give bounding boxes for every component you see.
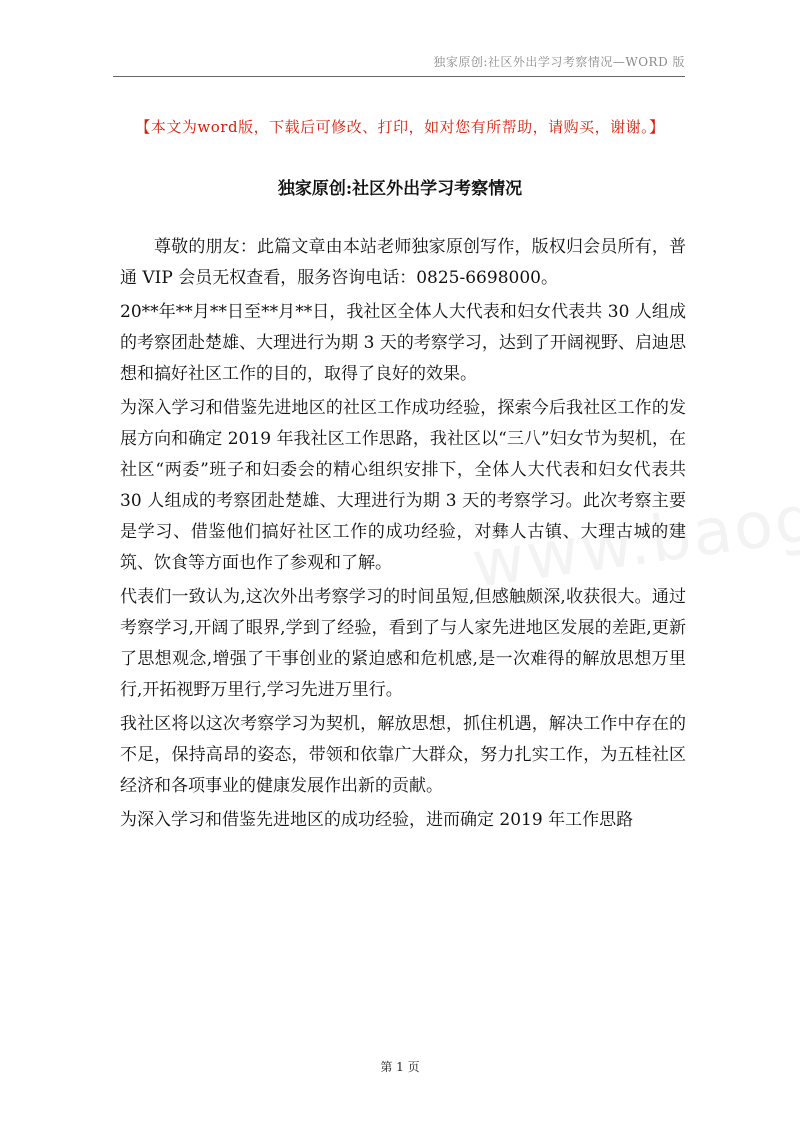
paragraph: 代表们一致认为,这次外出考察学习的时间虽短,但感触颇深,收获很大。通过考察学习,开阔了眼界,学到了经验，看到了与人家先进地区发展的差距,更新了思想观念,增强了干事创业的紧迫感和危机感,是一次难得的解放思想万里行,开拓视野万里行,学习先进万里行。 (120, 587, 686, 700)
page-header (113, 48, 685, 77)
page-number: 第 1 页 (380, 1060, 420, 1074)
paragraph: 尊敬的朋友：此篇文章由本站老师独家原创写作，版权归会员所有，普通 VIP 会员无权查看，服务咨询电话：0825-6698000。 (120, 237, 686, 288)
paragraph: 我社区将以这次考察学习为契机，解放思想，抓住机遇，解决工作中存在的不足，保持高昂的姿态，带领和依靠广大群众，努力扎实工作，为五桂社区经济和各项事业的健康发展作出新的贡献。 (120, 714, 686, 796)
header-text: 独家原创:社区外出学习考察情况—WORD 版 (433, 55, 685, 69)
document-body (120, 232, 686, 839)
document-title: 独家原创:社区外出学习考察情况 (277, 179, 523, 199)
paragraph: 为深入学习和借鉴先进地区的社区工作成功经验，探索今后我社区工作的发展方向和确定 2019 年我社区工作思路，我社区以“三八”妇女节为契机，在社区“两委”班子和妇委会的精心组织安排下，全体人大代表和妇女代表共 30 人组成的考察团赴楚雄、大理进行为期 3 天的考察学习。此次考察主要是学习、借鉴他们搞好社区工作的成功经验，对彝人古镇、大理古城的建筑、饮食等方面也作了参观和了解。 (120, 398, 686, 573)
paragraph: 为深入学习和借鉴先进地区的成功经验，进而确定 2019 年工作思路 (120, 810, 634, 830)
download-notice: 【本文为word版，下载后可修改、打印，如对您有所帮助，请购买，谢谢。】 (135, 118, 665, 136)
paragraph: 20**年**月**日至**月**日，我社区全体人大代表和妇女代表共 30 人组成的考察团赴楚雄、大理进行为期 3 天的考察学习，达到了开阔视野、启迪思想和搞好社区工作的目的，取得了良好的效果。 (120, 302, 686, 384)
